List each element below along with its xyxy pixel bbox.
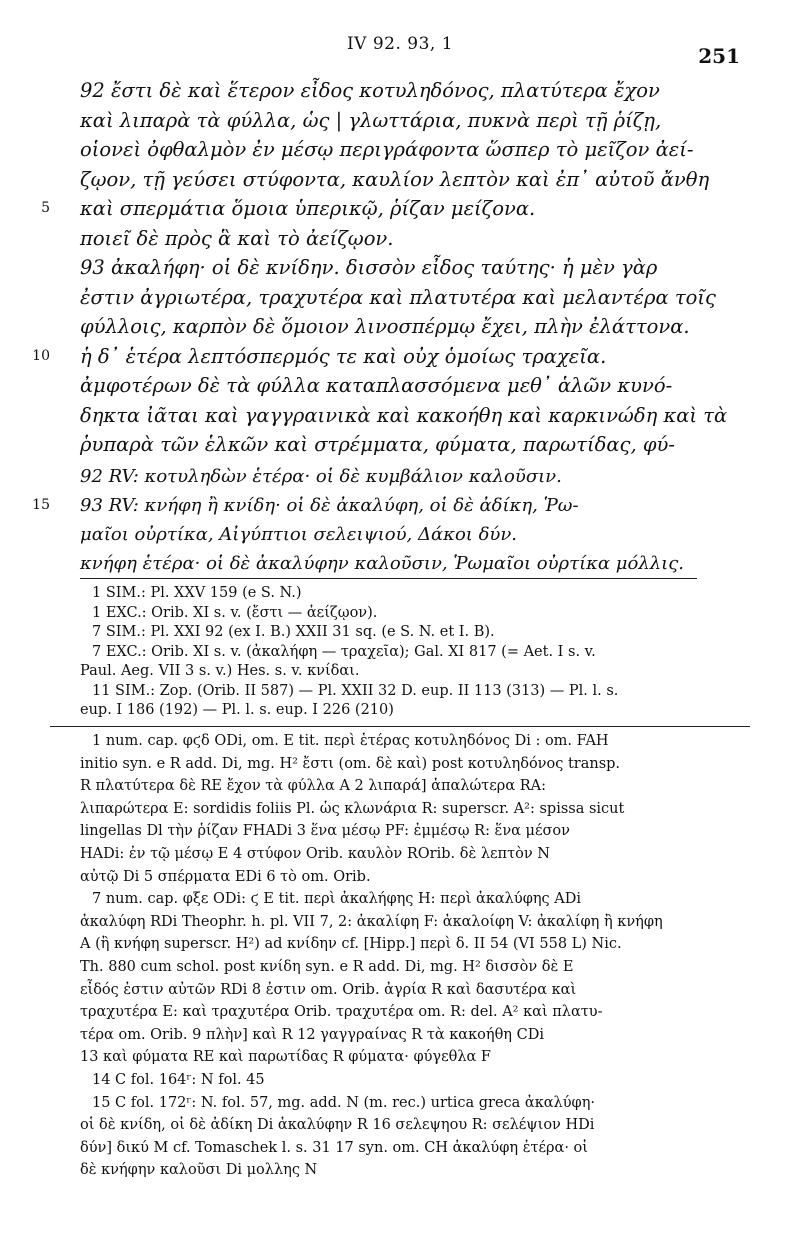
- apparatus-line: [0, 911, 800, 934]
- main-text-block: [0, 76, 800, 460]
- apparatus-line-text: εἶδός ἐστιν αὐτῶν RDi 8 ἐστιν om. Orib. ἀγρία R καὶ δασυτέρα καὶ: [80, 981, 577, 998]
- testimonia-line: [0, 584, 800, 604]
- apparatus-line-text: αὐτῷ Di 5 σπέρματα EDi 6 τὸ om. Orib.: [80, 868, 371, 885]
- text-line-text: ἐστιν ἀγριωτέρα, τραχυτέρα καὶ πλατυτέρα καὶ μελαντέρα τοῖς: [80, 285, 716, 309]
- text-line-text: 92 ἔστι δὲ καὶ ἕτερον εἶδος κοτυληδόνος, πλατύτερα ἔχον: [80, 79, 660, 102]
- text-line-text: 93 ἀκαλήφη· οἱ δὲ κνίδην. δισσὸν εἶδος ταύτης· ἡ μὲν γὰρ: [80, 256, 658, 279]
- apparatus-line-text: 15 C fol. 172ʳ: N. fol. 57, mg. add. N (m. rec.) urtica greca ἀκαλύφη·: [92, 1094, 596, 1111]
- apparatus-line: [0, 956, 800, 979]
- testimonia-line-text: 7 SIM.: Pl. XXI 92 (ex I. B.) XXII 31 sq. (e S. N. et I. B).: [92, 624, 495, 640]
- apparatus-line: [0, 775, 800, 798]
- text-line-text: καὶ λιπαρὰ τὰ φύλλα, ὡς | γλωττάρια, πυκνὰ περὶ τῇ ῥίζῃ,: [80, 108, 662, 132]
- testimonia-line: [0, 604, 800, 624]
- apparatus-line: [0, 1001, 800, 1024]
- scholia-block: [0, 462, 800, 578]
- scholia-line-text: 92 RV: κοτυληδὼν ἑτέρα· οἱ δὲ κυμβάλιον καλοῦσιν.: [80, 466, 562, 487]
- apparatus-line-text: lingellas Dl τὴν ῥίζαν FHADi 3 ἕνα μέσῳ PF: ἐμμέσῳ R: ἕνα μέσον: [80, 823, 570, 840]
- scholia-line: [0, 520, 800, 549]
- scholia-line: [0, 462, 800, 491]
- text-line-text: ζῳον, τῇ γεύσει στύφοντα, καυλίον λεπτὸν καὶ ἐπ᾽ αὐτοῦ ἄνθη: [80, 167, 710, 191]
- apparatus-block: [0, 730, 800, 1182]
- text-line-text: ῥυπαρὰ τῶν ἑλκῶν καὶ στρέμματα, φύματα, παρωτίδας, φύ-: [80, 433, 675, 456]
- scholia-line-text: 93 RV: κνήφη ἢ κνίδη· οἱ δὲ ἀκαλύφη, οἱ δὲ ἀδίκη, Ῥω-: [80, 495, 579, 516]
- apparatus-line: [0, 1137, 800, 1160]
- text-line: [0, 224, 800, 254]
- scholia-rule: [80, 578, 697, 579]
- apparatus-line: [0, 888, 800, 911]
- apparatus-line-text: οἱ δὲ κνίδη, οἱ δὲ ἀδίκη Di ἀκαλύφην R 16 σελεψηου R: σελέψιον HDi: [80, 1117, 595, 1134]
- apparatus-line-text: τέρα om. Orib. 9 πλὴν] καὶ R 12 γαγγραίνας R τὰ κακοήθη CDi: [80, 1026, 544, 1043]
- apparatus-line-text: 14 C fol. 164ʳ: N fol. 45: [92, 1071, 265, 1088]
- text-line: [0, 283, 800, 313]
- apparatus-line-text: δύν] δικύ M cf. Tomaschek l. s. 31 17 syn. om. CH ἀκαλύφη ἑτέρα· οἱ: [80, 1139, 588, 1156]
- line-number: 15: [32, 497, 50, 513]
- text-line-text: οἱονεὶ ὀφθαλμὸν ἐν μέσῳ περιγράφοντα ὥσπερ τὸ μεῖζον ἀεί-: [80, 138, 694, 161]
- scholia-line-text: κνήφη ἑτέρα· οἱ δὲ ἀκαλύφην καλοῦσιν, Ῥωμαῖοι οὐρτίκα μόλλις.: [80, 553, 685, 574]
- apparatus-line: [0, 1046, 800, 1069]
- apparatus-line: [0, 1159, 800, 1182]
- text-line: [0, 253, 800, 283]
- apparatus-line: [0, 1024, 800, 1047]
- testimonia-line: [0, 662, 800, 682]
- testimonia-line: [0, 623, 800, 643]
- apparatus-line: [0, 1092, 800, 1115]
- apparatus-line: [0, 798, 800, 821]
- apparatus-line-text: HADi: ἐν τῷ μέσῳ E 4 στύφον Orib. καυλὸν ROrib. δὲ λεπτὸν N: [80, 845, 550, 862]
- text-line: [0, 430, 800, 460]
- text-line: [0, 371, 800, 401]
- text-line: [0, 135, 800, 165]
- text-line-text: ποιεῖ δὲ πρὸς ἃ καὶ τὸ ἀείζῳον.: [80, 226, 394, 250]
- scholia-line-text: μαῖοι οὐρτίκα, Αἰγύπτιοι σελειψιού, Δάκοι δύν.: [80, 524, 518, 545]
- text-line: [0, 165, 800, 195]
- apparatus-line-text: Th. 880 cum schol. post κνίδη syn. e R add. Di, mg. H² δισσὸν δὲ E: [80, 958, 574, 975]
- testimonia-line: [0, 643, 800, 663]
- line-number: 5: [41, 200, 50, 216]
- apparatus-line-text: A (ἢ κνήφη superscr. H²) ad κνίδην cf. [Hipp.] περὶ δ. II 54 (VI 558 L) Nic.: [80, 936, 622, 953]
- apparatus-line-text: λιπαρώτερα E: sordidis foliis Pl. ὡς κλωνάρια R: superscr. A²: spissa sicut: [80, 800, 625, 817]
- testimonia-line-text: eup. I 186 (192) — Pl. l. s. eup. I 226 (210): [80, 702, 394, 718]
- testimonia-line: [0, 682, 800, 702]
- apparatus-line: [0, 866, 800, 889]
- testimonia-line: [0, 701, 800, 721]
- text-line-text: καὶ σπερμάτια ὅμοια ὑπερικῷ, ῥίζαν μείζονα.: [80, 197, 536, 220]
- apparatus-line-text: 7 num. cap. φξε ODi: ϛ E tit. περὶ ἀκαλήφης H: περὶ ἀκαλύφης ADi: [92, 891, 581, 908]
- testimonia-line-text: 11 SIM.: Zop. (Orib. II 587) — Pl. XXII 32 D. eup. II 113 (313) — Pl. l. s.: [92, 682, 619, 699]
- apparatus-line: [0, 1114, 800, 1137]
- scholia-line: [0, 549, 800, 578]
- apparatus-line-text: τραχυτέρα E: καὶ τραχυτέρα Orib. τραχυτέρα om. R: del. A² καὶ πλατυ-: [80, 1004, 603, 1021]
- text-line-text: φύλλοις, καρπὸν δὲ ὅμοιον λινοσπέρμῳ ἔχει, πλὴν ἐλάττονα.: [80, 315, 690, 338]
- testimonia-line-text: 1 SIM.: Pl. XXV 159 (e S. N.): [92, 585, 302, 601]
- apparatus-line: [0, 843, 800, 866]
- text-line-text: δηκτα ἰᾶται καὶ γαγγραινικὰ καὶ κακοήθη καὶ καρκινώδη καὶ τὰ: [80, 403, 728, 427]
- testimonia-line-text: 1 EXC.: Orib. XI s. v. (ἔστι — ἀείζῳον).: [92, 604, 378, 621]
- apparatus-line-text: initio syn. e R add. Di, mg. H² ἔστι (om. δὲ καὶ) post κοτυληδόνος transp.: [80, 755, 621, 772]
- text-line: [0, 312, 800, 342]
- apparatus-line: [0, 730, 800, 753]
- running-head: IV 92. 93, 1: [346, 34, 454, 54]
- line-number: 10: [32, 347, 50, 364]
- apparatus-line: [0, 1069, 800, 1092]
- text-line: [0, 106, 800, 136]
- apparatus-line-text: δὲ κνήφην καλοῦσι Di μολλης N: [80, 1162, 318, 1179]
- apparatus-line-text: ἀκαλύφη RDi Theophr. h. pl. VII 7, 2: ἀκαλίφη F: ἀκαλοίφη V: ἀκαλίφη ἢ κνήφη: [80, 913, 663, 930]
- text-line: [0, 342, 800, 372]
- text-line-text: ἡ δ᾽ ἑτέρα λεπτόσπερμός τε καὶ οὐχ ὁμοίως τραχεῖα.: [80, 344, 607, 368]
- text-line: [0, 401, 800, 431]
- apparatus-line: [0, 820, 800, 843]
- testimonia-block: [0, 584, 800, 721]
- apparatus-line-text: R πλατύτερα δὲ RE ἔχον τὰ φύλλα A 2 λιπαρά] ἁπαλώτερα RA:: [80, 778, 547, 795]
- page-number: 251: [698, 44, 740, 68]
- apparatus-line-text: 1 num. cap. φϛδ ODi, om. E tit. περὶ ἑτέρας κοτυληδόνος Di : om. FAH: [92, 733, 609, 749]
- text-line-text: ἀμφοτέρων δὲ τὰ φύλλα καταπλασσόμενα μεθ᾽ ἁλῶν κυνό-: [80, 374, 673, 397]
- testimonia-line-text: Paul. Aeg. VII 3 s. v.) Hes. s. v. κνίδαι.: [80, 663, 360, 679]
- page-header: [60, 34, 740, 74]
- apparatus-line: [0, 933, 800, 956]
- text-line: [0, 76, 800, 106]
- text-line: [0, 194, 800, 224]
- apparatus-rule: [50, 726, 750, 727]
- apparatus-line-text: 13 καὶ φύματα RE καὶ παρωτίδας R φύματα· φύγεθλα F: [80, 1049, 491, 1066]
- testimonia-line-text: 7 EXC.: Orib. XI s. v. (ἀκαλήφη — τραχεῖα); Gal. XI 817 (= Aet. I s. v.: [92, 643, 596, 660]
- apparatus-line: [0, 753, 800, 776]
- apparatus-line: [0, 979, 800, 1002]
- scholia-line: [0, 491, 800, 520]
